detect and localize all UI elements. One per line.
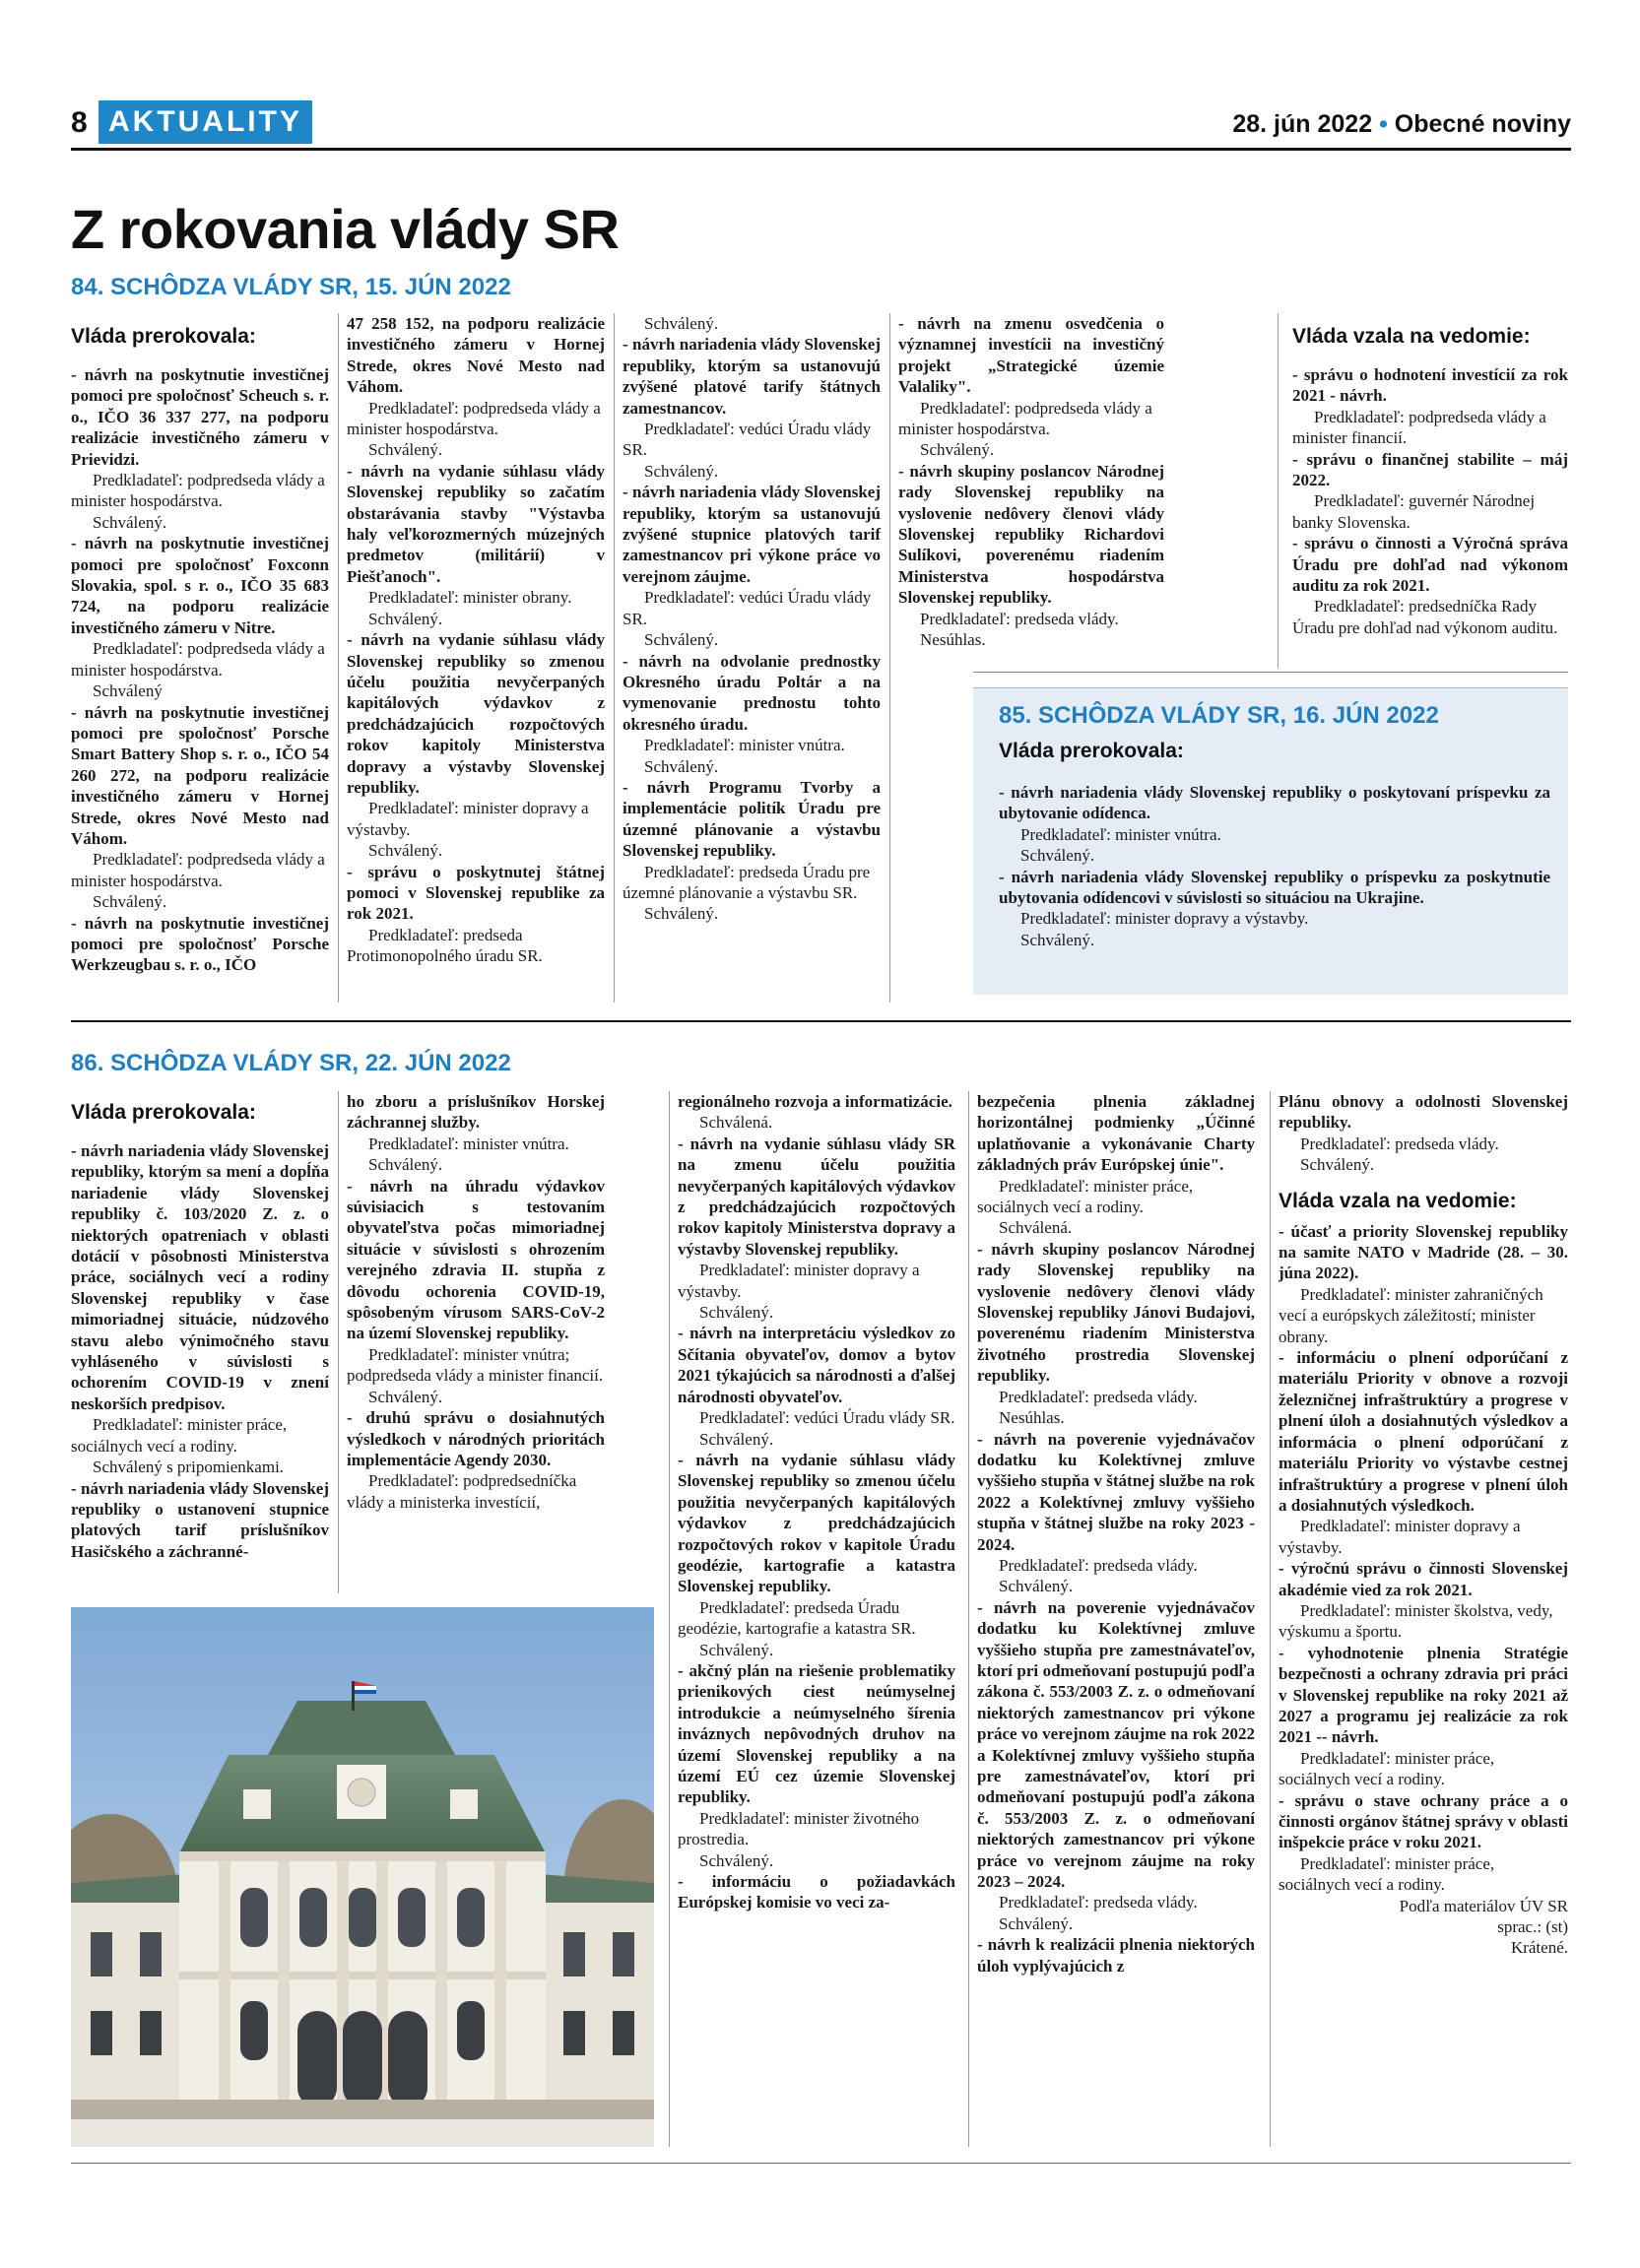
column-divider — [968, 1091, 969, 2147]
s84-subheading-discussed: Vláda prerokovala: — [71, 325, 256, 348]
presenter-line: Predkladateľ: predseda vlády. — [1300, 1134, 1499, 1153]
agenda-item-text: - návrh nariadenia vlády Slovenskej republiky, ktorým sa mení a dopĺňa nariadenie vlády Slovenskej republiky č. 103/2020 Z. z. o niektorých opatreniach v oblasti dotácií v pôsobnosti Ministerstva práce, sociálnych vecí a rodiny Slovenskej republiky v čase mimoriadnej situácie, núdzového stavu alebo výnimočného stavu vyhláseného v súvislosti s ochorením COVID-19 v znení neskorších predpisov. — [71, 1141, 329, 1413]
column-divider — [338, 1091, 339, 1593]
status-line: Schválený. — [699, 1429, 774, 1449]
s85-body — [999, 782, 1550, 950]
status-line: Schválený. — [644, 630, 719, 650]
agenda-item-text: - návrh nariadenia vlády Slovenskej republiky o príspevku za poskytnutie ubytovania odídencovi v súvislosti so situáciou na Ukrajine. — [999, 867, 1550, 908]
s86-subheading-discussed: Vláda prerokovala: — [71, 1101, 256, 1124]
s84-column-3 — [623, 313, 881, 1003]
status-line: Schválený. — [999, 1913, 1074, 1933]
agenda-item-text: - návrh na poskytnutie investičnej pomoci pre spoločnosť Porsche Werkzeugbau s. r. o., IČO — [71, 913, 329, 975]
presenter-line: Predkladateľ: vedúci Úradu vlády SR. — [699, 1408, 955, 1428]
presenter-line: Predkladateľ: vedúci Úradu vlády SR. — [623, 420, 872, 460]
box-top-rule — [973, 672, 1568, 673]
section-rule — [71, 1020, 1571, 1022]
s86-column-2 — [347, 1091, 605, 1593]
session-85-heading: 85. SCHÔDZA VLÁDY SR, 16. JÚN 2022 — [999, 702, 1439, 729]
agenda-item-text: - návrh na poskytnutie investičnej pomoci pre spoločnosť Porsche Smart Battery Shop s. r. o., IČO 54 260 272, na podporu realizácie investičného zámeru v Hornej Strede, okres Nové Mesto nad Váhom. — [71, 702, 329, 848]
presenter-line: Schválený. — [1020, 930, 1095, 949]
agenda-item — [623, 651, 881, 736]
agenda-item-text: - vyhodnotenie plnenia Stratégie bezpečnosti a ochrany zdravia pri práci v Slovenskej republike na roky 2021 až 2027 a programu jej realizácie za rok 2021 -- návrh. — [1279, 1643, 1568, 1747]
agenda-item-text: - návrh skupiny poslancov Národnej rady Slovenskej republiky na vyslovenie nedôvery členovi vlády Slovenskej republiky Jánovi Budajovi, poverenému riadením Ministerstva životného prostredia Slovenskej republiky. — [977, 1239, 1255, 1386]
presenter-line: Predkladateľ: podpredseda vlády a minister hospodárstva. — [71, 850, 325, 890]
agenda-item — [71, 364, 329, 470]
presenter-line: Predkladateľ: minister dopravy a výstavby. — [678, 1261, 920, 1301]
status-line: Schválený. — [1300, 1155, 1375, 1175]
agenda-item — [71, 1478, 329, 1563]
status-line: Schválený s pripomienkami. — [93, 1458, 285, 1477]
issue-date: 28. jún 2022 — [1232, 110, 1373, 138]
agenda-item-text: - návrh nariadenia vlády Slovenskej republiky o ustanovení stupnice platových tarif príslušníkov Hasičského a záchranné- — [71, 1478, 329, 1561]
s84-column-5 — [1292, 325, 1568, 680]
status-line: Schválená. — [699, 1113, 773, 1133]
agenda-item-text: - informáciu o plnení odporúčaní z materiálu Priority v obnove a rozvoji železničnej infraštruktúry a progrese v plnení úloh a dosiahnutých výsledkov a informácia o plnení odporúčaní z materiálu Priority vo výstavbe cestnej infraštruktúry a progrese v plnení úloh a dosiahnutých výsledkoch. — [1279, 1348, 1568, 1515]
presenter-line: Predkladateľ: minister dopravy a výstavby. — [1020, 909, 1309, 929]
presenter-line: Predkladateľ: minister práce, sociálnych vecí a rodiny. — [1279, 1853, 1495, 1895]
agenda-item-text: - účasť a priority Slovenskej republiky na samite NATO v Madride (28. – 30. júna 2022). — [1279, 1221, 1568, 1283]
agenda-item — [678, 1091, 955, 1112]
agenda-item-text: ho zboru a príslušníkov Horskej záchrannej služby. — [347, 1092, 605, 1133]
presenter-line: Predkladateľ: minister práce, sociálnych vecí a rodiny. — [71, 1415, 288, 1456]
presenter-line: Predkladateľ: predseda vlády. — [999, 1893, 1198, 1912]
agenda-item — [1292, 364, 1568, 407]
agenda-item — [678, 1323, 955, 1407]
agenda-item-text: - návrh na interpretáciu výsledkov zo Sčítania obyvateľov, domov a bytov 2021 týkajúcich sa národnosti a ďalšej národnosti obyvateľov. — [678, 1324, 955, 1406]
status-line: Nesúhlas. — [999, 1408, 1065, 1428]
status-line: Schválený. — [644, 314, 719, 333]
agenda-item — [977, 1934, 1255, 1976]
status-line: Schválený. — [644, 756, 719, 776]
s85-subheading-discussed: Vláda prerokovala: — [999, 740, 1184, 762]
agenda-item-text: - druhú správu o dosiahnutých výsledkoch v národných prioritách implementácie Agendy 2030. — [347, 1408, 605, 1469]
agenda-item — [977, 1597, 1255, 1893]
status-line: Schválený. — [699, 1850, 774, 1870]
presenter-line: Predkladateľ: predseda vlády. — [999, 1387, 1198, 1406]
palace-illustration — [71, 1607, 654, 2147]
agenda-item — [977, 1091, 1255, 1176]
presenter-line: Predkladateľ: minister vnútra; podpredseda vlády a minister financií. — [347, 1344, 604, 1386]
s86-column-5 — [1279, 1091, 1568, 2147]
presenter-line: Predkladateľ: podpredsedníčka vlády a ministerka investícií, — [347, 1471, 577, 1512]
status-line: Schválený. — [699, 1640, 774, 1659]
agenda-item — [898, 313, 1164, 398]
presenter-line: Predkladateľ: minister školstva, vedy, výskumu a športu. — [1279, 1600, 1553, 1642]
column-divider — [889, 313, 890, 1003]
agenda-item — [347, 1407, 605, 1470]
s86-column-3 — [678, 1091, 955, 2147]
status-line: Schválený. — [368, 1155, 443, 1175]
presenter-line: Schválený. — [1020, 846, 1095, 866]
agenda-item-text: Plánu obnovy a odolnosti Slovenskej republiky. — [1279, 1092, 1568, 1133]
agenda-item — [678, 1871, 955, 1913]
agenda-item — [1279, 1790, 1568, 1853]
presenter-line: Predkladateľ: minister vnútra. — [644, 736, 845, 755]
s86-subheading-noted: Vláda vzala na vedomie: — [1279, 1189, 1517, 1212]
agenda-item-text: - návrh na vydanie súhlasu vlády SR na zmenu účelu použitia nevyčerpaných kapitálových výdavkov z predchádzajúcich rozpočtových rokov kapitoly Ministerstva dopravy a výstavby Slovenskej republiky. — [678, 1134, 955, 1259]
agenda-item-text: - návrh na vydanie súhlasu vlády Slovenskej republiky so začatím obstarávania stavby "Výstavba haly veľkorozmerných múzejných predmetov (militárií) v Piešťanoch". — [347, 461, 605, 586]
agenda-item-text: - informáciu o požiadavkách Európskej komisie vo veci za- — [678, 1872, 955, 1912]
agenda-item-text: - návrh k realizácii plnenia niektorých úloh vyplývajúcich z — [977, 1935, 1255, 1976]
signature-line: Krátené. — [1510, 1938, 1568, 1958]
agenda-item — [678, 1660, 955, 1808]
agenda-item-text: - návrh na odvolanie prednostky Okresného úradu Poltár a na vymenovanie prednostu tohto okresného úradu. — [623, 651, 881, 734]
presenter-line: Predkladateľ: predseda vlády. — [920, 609, 1119, 628]
presenter-line: Predkladateľ: predseda Úradu geodézie, kartografie a katastra SR. — [678, 1597, 916, 1639]
publication-name: Obecné noviny — [1394, 110, 1571, 138]
section-label: AKTUALITY — [98, 100, 312, 144]
agenda-item-text: - návrh na vydanie súhlasu vlády Slovenskej republiky so zmenou účelu použitia nevyčerpaných kapitálových výdavkov z predchádzajúcich rozpočtových rokov v kapitole Úradu geodézie, kartografie a katastra Slovenskej republiky. — [678, 1450, 955, 1596]
government-palace-photo — [71, 1607, 654, 2147]
agenda-item-text: - výročnú správu o činnosti Slovenskej akadémie vied za rok 2021. — [1279, 1559, 1568, 1599]
agenda-item-text: - návrh na poskytnutie investičnej pomoci pre spoločnosť Foxconn Slovakia, spol. s r. o., IČO 35 683 724, na podporu realizácie investičného zámeru v Nitre. — [71, 534, 329, 637]
signature-line: sprac.: (st) — [1497, 1917, 1568, 1937]
agenda-item-text: - návrh skupiny poslancov Národnej rady Slovenskej republiky na vyslovenie nedôvery členovi vlády Slovenskej republiky Richardovi Sulíkovi, poverenému riadením Ministerstva hospodárstva Slovenskej republiky. — [898, 461, 1164, 608]
agenda-item-text: - návrh na poverenie vyjednávačov dodatku ku Kolektívnej zmluve vyššieho stupňa pre zamestnávateľov, ktorí pri odmeňovaní postupujú podľa zákona č. 553/2003 Z. z. o odmeňovaní niektorých zamestnancov pri výkone práce vo verejnom záujme na rok 2022 a Kolektívnej zmluvy vyššieho stupňa pre zamestnávateľov, ktorí pri odmeňovaní postupujú podľa zákona č. 553/2003 Z. z. o odmeňovaní niektorých zamestnancov pri výkone práce vo verejnom záujme na roky 2023 – 2024. — [977, 1597, 1255, 1892]
agenda-item-text: - návrh na úhradu výdavkov súvisiacich s testovaním obyvateľstva počas mimoriadnej situácie v súvislosti s ohrozením verejného zdravia II. stupňa z dôvodu ochorenia COVID-19, spôsobeným vírusom SARS-CoV-2 na území Slovenskej republiky. — [347, 1176, 605, 1343]
bottom-rule — [71, 2163, 1571, 2164]
presenter-line: Predkladateľ: predsedníčka Rady Úradu pre dohľad nad výkonom auditu. — [1292, 597, 1558, 637]
status-line: Schválený. — [368, 841, 443, 861]
masthead-right — [1232, 110, 1571, 139]
presenter-line: Predkladateľ: minister vnútra. — [1020, 824, 1221, 844]
status-line: Schválený. — [368, 1387, 443, 1406]
status-line: Schválená. — [999, 1218, 1073, 1238]
agenda-item — [71, 913, 329, 976]
agenda-item — [1292, 533, 1568, 596]
agenda-item-text: - správu o činnosti a Výročná správa Úradu pre dohľad nad výkonom auditu za rok 2021. — [1292, 534, 1568, 596]
presenter-line: Predkladateľ: minister práce, sociálnych vecí a rodiny. — [977, 1176, 1194, 1217]
session-85-box — [973, 687, 1568, 995]
signature-line: Podľa materiálov ÚV SR — [1399, 1896, 1568, 1915]
agenda-item-text: - návrh nariadenia vlády Slovenskej republiky o poskytovaní príspevku za ubytovanie odídenca. — [999, 783, 1550, 823]
agenda-item-text: - správu o hodnotení investícií za rok 2021 - návrh. — [1292, 365, 1568, 406]
agenda-item-text: - návrh na poverenie vyjednávačov dodatku ku Kolektívnej zmluve vyššieho stupňa v štátnej službe na rok 2022 a Kolektívnej zmluvy vyššieho stupňa v štátnej službe na roky 2023 - 2024. — [977, 1429, 1255, 1554]
agenda-item-text: 47 258 152, na podporu realizácie investičného zámeru v Hornej Strede, okres Nové Mesto nad Váhom. — [347, 314, 605, 397]
presenter-line: Predkladateľ: podpredseda vlády a minister hospodárstva. — [71, 639, 325, 680]
agenda-item-text: - správu o poskytnutej štátnej pomoci v Slovenskej republike za rok 2021. — [347, 862, 605, 924]
session-86-heading: 86. SCHÔDZA VLÁDY SR, 22. JÚN 2022 — [71, 1050, 511, 1076]
presenter-line: Predkladateľ: minister zahraničných vecí a európskych záležitostí; minister obrany. — [1279, 1284, 1543, 1346]
presenter-line: Predkladateľ: minister dopravy a výstavby. — [347, 799, 589, 839]
s84-column-1 — [71, 325, 329, 1004]
presenter-line: Predkladateľ: vedúci Úradu vlády SR. — [623, 588, 872, 628]
agenda-item-text: - správu o stave ochrany práce a o činnosti orgánov štátnej správy v oblasti inšpekcie práce v roku 2021. — [1279, 1790, 1568, 1852]
status-line: Schválený. — [644, 461, 719, 481]
agenda-item — [999, 782, 1550, 824]
agenda-item — [347, 1176, 605, 1344]
status-line: Schválený. — [93, 512, 167, 532]
agenda-item — [71, 1140, 329, 1414]
s86-column-1 — [71, 1101, 329, 1593]
agenda-item — [1279, 1221, 1568, 1284]
agenda-item-text: - návrh nariadenia vlády Slovenskej republiky, ktorým sa ustanovujú zvýšené stupnice platových tarif zamestnancov pri výkone práce vo verejnom záujme. — [623, 483, 881, 586]
presenter-line: Predkladateľ: minister práce, sociálnych vecí a rodiny. — [1279, 1748, 1495, 1789]
s86-column-4 — [977, 1091, 1255, 2147]
agenda-item — [623, 777, 881, 862]
status-line: Schválený. — [699, 1303, 774, 1323]
presenter-line: Predkladateľ: predseda vlády. — [999, 1555, 1198, 1575]
agenda-item-text: - návrh na poskytnutie investičnej pomoci pre spoločnosť Scheuch s. r. o., IČO 36 337 277, na podporu realizácie investičného zámeru v Prievidzi. — [71, 365, 329, 469]
agenda-item — [1292, 449, 1568, 491]
agenda-item-text: bezpečenia plnenia základnej horizontálnej podmienky „Účinné uplatňovanie a vykonávanie Charty základných práv Európskej únie". — [977, 1092, 1255, 1175]
agenda-item-text: - návrh na zmenu osvedčenia o významnej investícii na investičný projekt „Strategické územie Valaliky". — [898, 314, 1164, 397]
agenda-item — [347, 461, 605, 587]
s84-subheading-noted: Vláda vzala na vedomie: — [1292, 325, 1531, 348]
agenda-item — [1279, 1558, 1568, 1600]
s84-column-2 — [347, 313, 605, 1003]
status-line: Schválený — [93, 681, 163, 701]
presenter-line: Predkladateľ: minister vnútra. — [368, 1134, 569, 1153]
agenda-item — [977, 1429, 1255, 1555]
column-divider — [669, 1091, 670, 2147]
agenda-item-text: - akčný plán na riešenie problematiky prienikových ciest neúmyselnej introdukcie a neúmyselného šírenia inváznych nepôvodných druhov na území Slovenskej republiky a na území EÚ cez územie Slovenskej republiky. — [678, 1660, 955, 1807]
status-line: Schválený. — [644, 904, 719, 924]
header-rule — [71, 148, 1571, 151]
column-divider — [1278, 313, 1279, 668]
agenda-item — [898, 461, 1164, 609]
presenter-line: Predkladateľ: minister životného prostredia. — [678, 1808, 920, 1849]
status-line: Schválený. — [999, 1577, 1074, 1596]
presenter-line: Predkladateľ: podpredseda vlády a minister financií. — [1292, 407, 1546, 448]
agenda-item — [347, 1091, 605, 1134]
column-divider — [338, 313, 339, 1003]
agenda-item — [999, 867, 1550, 909]
agenda-item-text: - návrh na vydanie súhlasu vlády Slovenskej republiky so zmenou účelu použitia nevyčerpaných kapitálových výdavkov z predchádzajúcich rozpočtových rokov kapitoly Ministerstva dopravy a výstavby Slovenskej republiky. — [347, 630, 605, 797]
status-line: Nesúhlas. — [920, 630, 986, 650]
agenda-item-text: regionálneho rozvoja a informatizácie. — [678, 1092, 952, 1111]
agenda-item — [623, 482, 881, 587]
agenda-item — [623, 334, 881, 419]
presenter-line: Predkladateľ: podpredseda vlády a minister hospodárstva. — [347, 398, 601, 439]
presenter-line: Predkladateľ: predseda Protimonopolného úradu SR. — [347, 925, 543, 966]
agenda-item-text: - správu o finančnej stabilite – máj 2022. — [1292, 449, 1568, 490]
agenda-item — [71, 533, 329, 638]
agenda-item — [71, 702, 329, 850]
presenter-line: Predkladateľ: podpredseda vlády a minister hospodárstva. — [898, 398, 1152, 439]
agenda-item-text: - návrh nariadenia vlády Slovenskej republiky, ktorým sa ustanovujú zvýšené platové tarify štátnych zamestnancov. — [623, 335, 881, 418]
presenter-line: Predkladateľ: minister dopravy a výstavby. — [1279, 1517, 1521, 1557]
presenter-line: Predkladateľ: guvernér Národnej banky Slovenska. — [1292, 491, 1536, 532]
status-line: Schválený. — [368, 609, 443, 628]
agenda-item — [1279, 1091, 1568, 1134]
page-number: 8 — [71, 106, 88, 139]
agenda-item — [678, 1450, 955, 1597]
agenda-item-text: - návrh Programu Tvorby a implementácie politík Úradu pre územné plánovanie a výstavbu Slovenskej republiky. — [623, 777, 881, 861]
column-divider — [1270, 1091, 1271, 2147]
separator-dot: • — [1379, 110, 1388, 138]
agenda-item — [678, 1134, 955, 1260]
presenter-line: Predkladateľ: podpredseda vlády a minister hospodárstva. — [71, 471, 325, 511]
s84-column-4 — [898, 313, 1164, 668]
agenda-item — [347, 313, 605, 398]
status-line: Schválený. — [920, 440, 995, 460]
agenda-item — [347, 629, 605, 798]
agenda-item — [977, 1239, 1255, 1387]
status-line: Schválený. — [368, 440, 443, 460]
page-title: Z rokovania vlády SR — [71, 198, 620, 260]
agenda-item — [347, 862, 605, 925]
column-divider — [614, 313, 615, 1003]
presenter-line: Predkladateľ: predseda Úradu pre územné plánovanie a výstavbu SR. — [623, 862, 871, 902]
presenter-line: Predkladateľ: minister obrany. — [368, 588, 572, 608]
agenda-item — [1279, 1643, 1568, 1748]
status-line: Schválený. — [93, 892, 167, 912]
agenda-item — [1279, 1347, 1568, 1516]
session-84-heading: 84. SCHÔDZA VLÁDY SR, 15. JÚN 2022 — [71, 274, 511, 300]
